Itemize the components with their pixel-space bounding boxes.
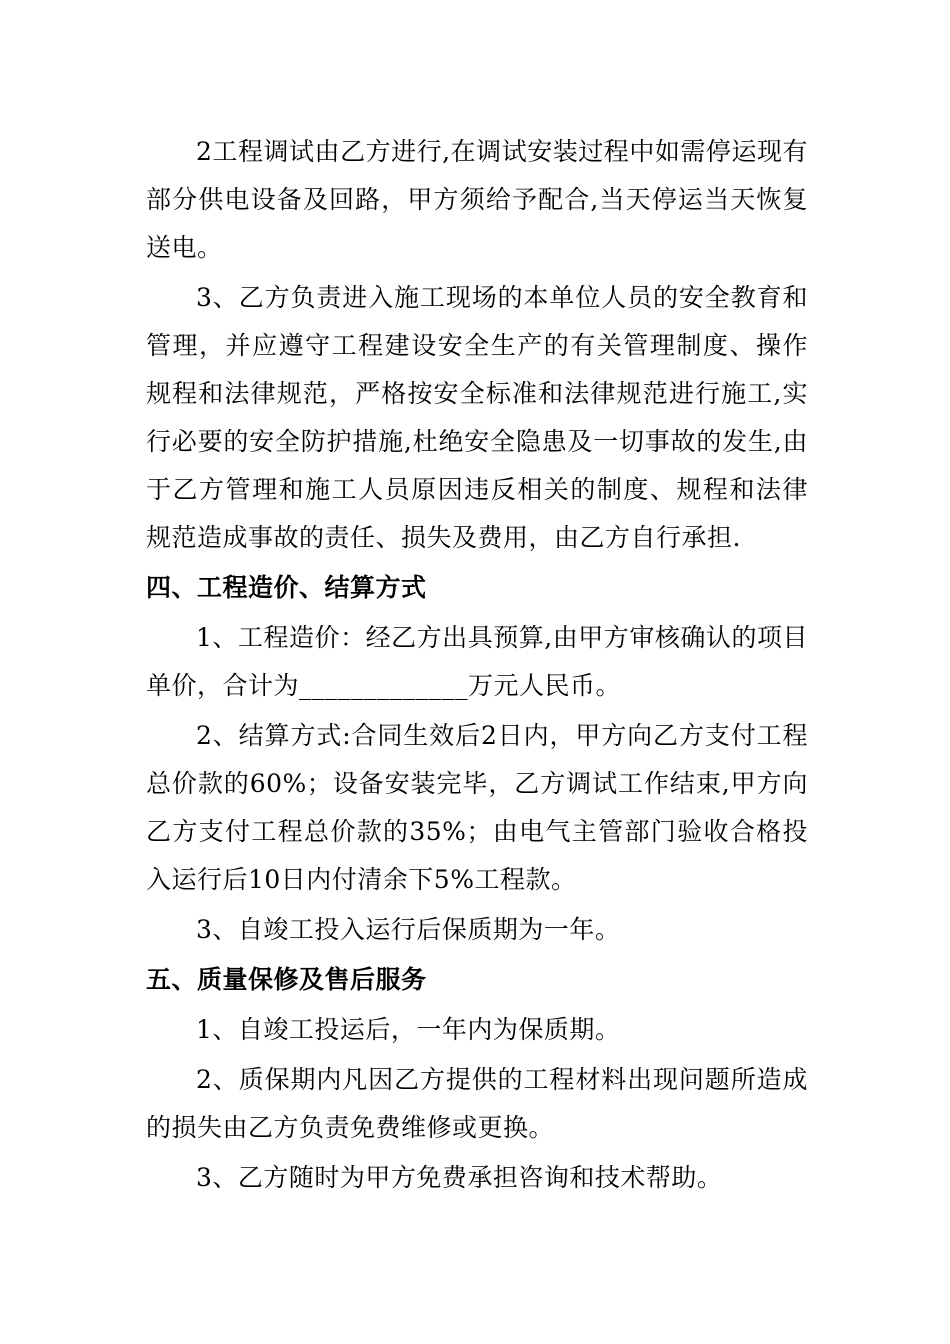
paragraph-pricing-2: 2、结算方式:合同生效后2日内，甲方向乙方支付工程总价款的60%；设备安装完毕，乙方调试工作结束,甲方向乙方支付工程总价款的35%；由电气主管部门验收合格投入运行后10日内付清余下5%工程款。	[146, 721, 808, 894]
document-page	[146, 128, 808, 1202]
paragraph-pricing-1: 1、工程造价：经乙方出具预算,由甲方审核确认的项目单价，合计为_____________万元人民币。	[146, 623, 808, 700]
section-heading-pricing: 四、工程造价、结算方式	[146, 573, 427, 602]
paragraph-warranty-1: 1、自竣工投运后，一年内为保质期。	[196, 1015, 621, 1044]
paragraph-warranty-3: 3、乙方随时为甲方免费承担咨询和技术帮助。	[196, 1163, 723, 1192]
paragraph-pricing-3: 3、自竣工投入运行后保质期为一年。	[196, 915, 621, 944]
paragraph-warranty-2: 2、质保期内凡因乙方提供的工程材料出现问题所造成的损失由乙方负责免费维修或更换。	[146, 1065, 808, 1142]
paragraph-safety: 3、乙方负责进入施工现场的本单位人员的安全教育和管理，并应遵守工程建设安全生产的有关管理制度、操作规程和法律规范，严格按安全标准和法律规范进行施工,实行必要的安全防护措施,杜绝安全隐患及一切事故的发生,由于乙方管理和施工人员原因违反相关的制度、规程和法律规范造成事故的责任、损失及费用，由乙方自行承担.	[146, 283, 808, 552]
section-heading-warranty: 五、质量保修及售后服务	[146, 965, 427, 994]
paragraph-commissioning: 2工程调试由乙方进行,在调试安装过程中如需停运现有部分供电设备及回路，甲方须给予配合,当天停运当天恢复送电。	[146, 137, 808, 262]
